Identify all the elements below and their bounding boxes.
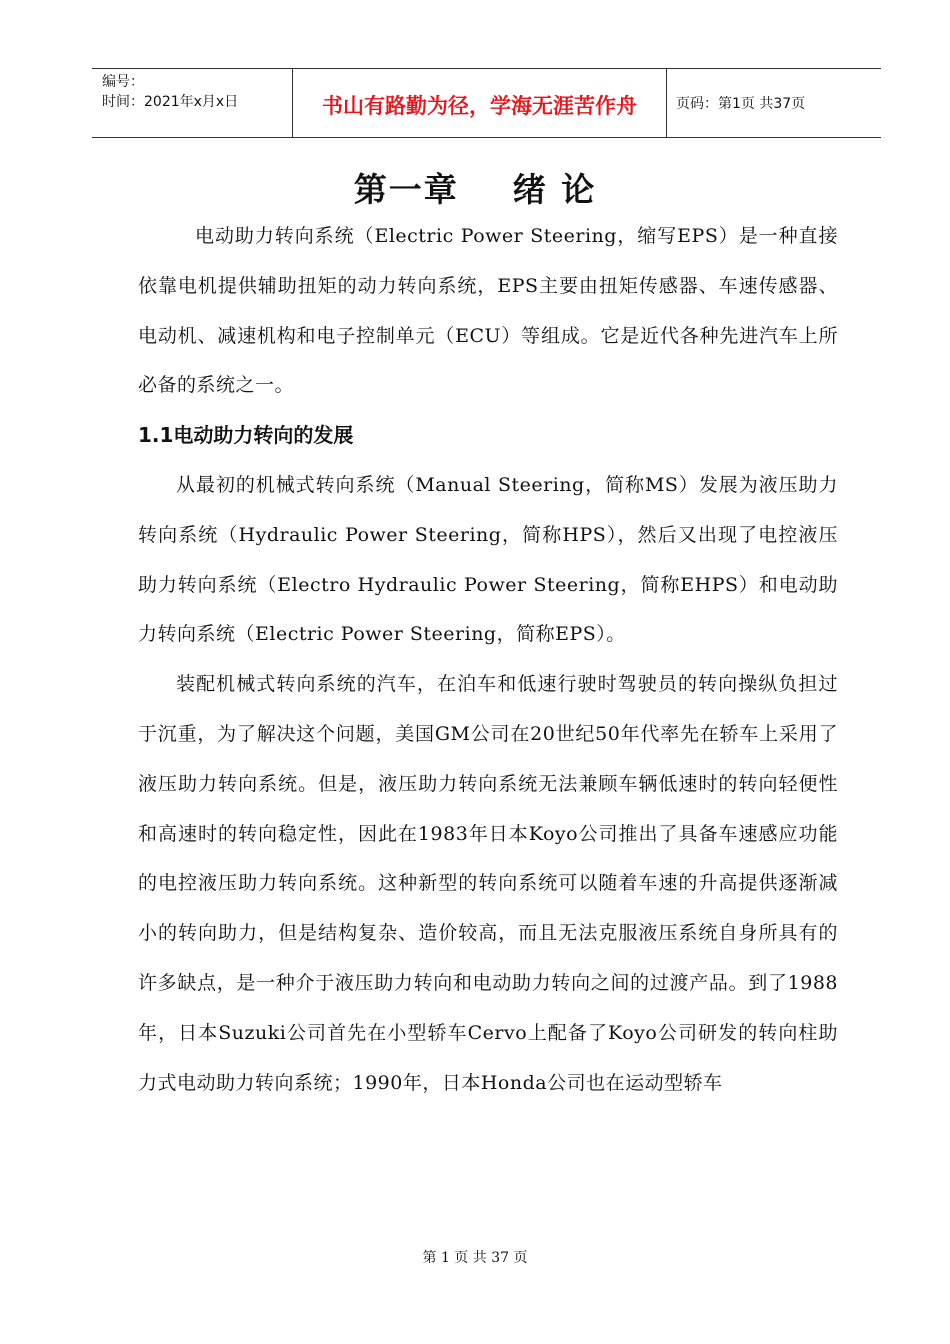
history-paragraph: 装配机械式转向系统的汽车，在泊车和低速行驶时驾驶员的转向操纵负担过于沉重，为了解决这个问题，美国GM公司在20世纪50年代率先在轿车上采用了液压助力转向系统。但是，液压助力转向系统无法兼顾车辆低速时的转向轻便性和高速时的转向稳定性，因此在1983年日本Koyo公司推出了具备车速感应功能的电控液压助力转向系统。这种新型的转向系统可以随着车速的升高提供逐渐减小的转向助力，但是结构复杂、造价较高，而且无法克服液压系统自身所具有的许多缺点，是一种介于液压助力转向和电动助力转向之间的过渡产品。到了1988年，日本Suzuki公司首先在小型轿车Cervo上配备了Koyo公司研发的转向柱助力式电动助力转向系统；1990年，日本Honda公司也在运动型轿车 (138, 673, 838, 1094)
section-heading-1-1: 1.1电动助力转向的发展 (138, 423, 354, 448)
header-motto-cell (292, 69, 667, 137)
header-page-cell (666, 69, 881, 137)
development-paragraph: 从最初的机械式转向系统（Manual Steering，简称MS）发展为液压助力转向系统（Hydraulic Power Steering，简称HPS），然后又出现了电控液压助力转向系统（Electro Hydraulic Power Steering，简称EHPS）和电动助力转向系统（Electric Power Steering，简称EPS）。 (138, 473, 838, 646)
number-label: 编号： (102, 74, 144, 90)
intro-paragraph: 电动助力转向系统（Electric Power Steering，缩写EPS）是一种直接依靠电机提供辅助扭矩的动力转向系统，EPS主要由扭矩传感器、车速传感器、电动机、减速机构和电子控制单元（ECU）等组成。它是近代各种先进汽车上所必备的系统之一。 (138, 225, 838, 397)
document-body (138, 212, 838, 1108)
chapter-title: 第一章 绪 论 (353, 170, 597, 209)
time-label: 时间：2021年x月x日 (102, 94, 239, 110)
header-page-info: 页码：第1页 共37页 (676, 96, 806, 112)
header-meta-cell (92, 69, 292, 137)
document-header (92, 68, 881, 138)
header-motto: 书山有路勤为径，学海无涯苦作舟 (322, 94, 637, 118)
page-footer: 第 1 页 共 37 页 (422, 1250, 528, 1266)
